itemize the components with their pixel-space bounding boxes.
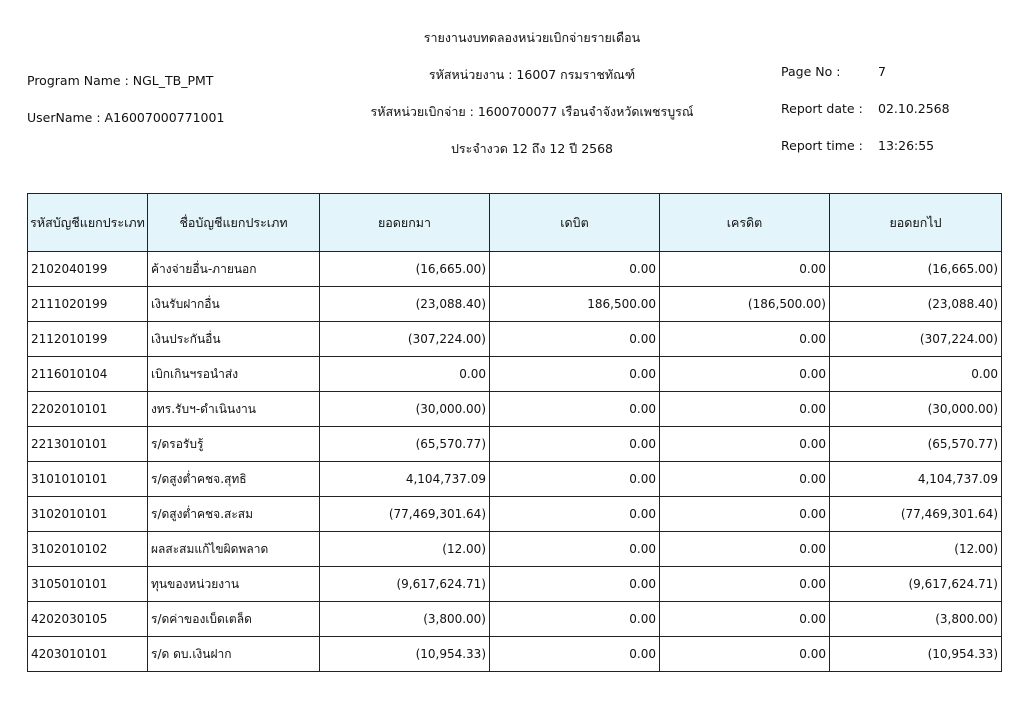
table-row — [28, 532, 1002, 567]
column-header-debit: เดบิต — [490, 194, 660, 252]
opening-balance-cell: (16,665.00) — [320, 252, 490, 287]
credit-cell: 0.00 — [660, 462, 830, 497]
debit-cell: 0.00 — [490, 252, 660, 287]
closing-balance-cell: (30,000.00) — [830, 392, 1002, 427]
debit-cell: 0.00 — [490, 532, 660, 567]
table-row — [28, 392, 1002, 427]
table-row — [28, 462, 1002, 497]
account-name-cell: เบิกเกินฯรอนำส่ง — [148, 357, 320, 392]
account-name-cell: ร/ด ดบ.เงินฝาก — [148, 637, 320, 672]
report-period: ประจำงวด 12 ถึง 12 ปี 2568 — [450, 141, 614, 156]
account-code-cell: 4203010101 — [28, 637, 148, 672]
credit-cell: 0.00 — [660, 532, 830, 567]
table-row — [28, 567, 1002, 602]
debit-cell: 0.00 — [490, 322, 660, 357]
program-name: Program Name : NGL_TB_PMT — [27, 73, 214, 88]
credit-cell: 0.00 — [660, 322, 830, 357]
credit-cell: (186,500.00) — [660, 287, 830, 322]
column-header-account-name: ชื่อบัญชีแยกประเภท — [148, 194, 320, 252]
page-number-value: 7 — [878, 64, 886, 79]
column-header-opening-balance: ยอดยกมา — [320, 194, 490, 252]
opening-balance-cell: (3,800.00) — [320, 602, 490, 637]
debit-cell: 0.00 — [490, 637, 660, 672]
opening-balance-cell: (307,224.00) — [320, 322, 490, 357]
closing-balance-cell: (307,224.00) — [830, 322, 1002, 357]
account-code-cell: 2111020199 — [28, 287, 148, 322]
column-header-account-code: รหัสบัญชีแยกประเภท — [28, 194, 148, 252]
debit-cell: 0.00 — [490, 497, 660, 532]
trial-balance-table — [27, 193, 1002, 672]
report-time-label: Report time : — [781, 138, 863, 153]
debit-cell: 0.00 — [490, 567, 660, 602]
account-name-cell: งทร.รับฯ-ดำเนินงาน — [148, 392, 320, 427]
debit-cell: 0.00 — [490, 462, 660, 497]
closing-balance-cell: (23,088.40) — [830, 287, 1002, 322]
column-header-closing-balance: ยอดยกไป — [830, 194, 1002, 252]
closing-balance-cell: 0.00 — [830, 357, 1002, 392]
closing-balance-cell: (3,800.00) — [830, 602, 1002, 637]
account-name-cell: เงินรับฝากอื่น — [148, 287, 320, 322]
account-code-cell: 2213010101 — [28, 427, 148, 462]
closing-balance-cell: (65,570.77) — [830, 427, 1002, 462]
opening-balance-cell: (9,617,624.71) — [320, 567, 490, 602]
account-code-cell: 2112010199 — [28, 322, 148, 357]
agency-code: รหัสหน่วยงาน : 16007 กรมราชทัณฑ์ — [428, 67, 636, 82]
table-row — [28, 357, 1002, 392]
debit-cell: 0.00 — [490, 392, 660, 427]
credit-cell: 0.00 — [660, 357, 830, 392]
closing-balance-cell: (9,617,624.71) — [830, 567, 1002, 602]
debit-cell: 0.00 — [490, 602, 660, 637]
account-name-cell: ร/ดรอรับรู้ — [148, 427, 320, 462]
credit-cell: 0.00 — [660, 392, 830, 427]
opening-balance-cell: (23,088.40) — [320, 287, 490, 322]
account-name-cell: ค้างจ่ายอื่น-ภายนอก — [148, 252, 320, 287]
account-code-cell: 4202030105 — [28, 602, 148, 637]
account-code-cell: 3102010101 — [28, 497, 148, 532]
table-body — [28, 252, 1002, 672]
table-row — [28, 497, 1002, 532]
opening-balance-cell: 0.00 — [320, 357, 490, 392]
credit-cell: 0.00 — [660, 427, 830, 462]
credit-cell: 0.00 — [660, 602, 830, 637]
report-time-value: 13:26:55 — [878, 138, 935, 153]
closing-balance-cell: (77,469,301.64) — [830, 497, 1002, 532]
account-code-cell: 2202010101 — [28, 392, 148, 427]
account-code-cell: 3105010101 — [28, 567, 148, 602]
table-header-row — [28, 194, 1002, 252]
report-title: รายงานงบทดลองหน่วยเบิกจ่ายรายเดือน — [423, 30, 641, 45]
opening-balance-cell: (12.00) — [320, 532, 490, 567]
account-code-cell: 3101010101 — [28, 462, 148, 497]
table-row — [28, 252, 1002, 287]
account-code-cell: 2102040199 — [28, 252, 148, 287]
credit-cell: 0.00 — [660, 637, 830, 672]
closing-balance-cell: (12.00) — [830, 532, 1002, 567]
account-name-cell: ร/ดสูงต่ำคชจ.สุทธิ — [148, 462, 320, 497]
credit-cell: 0.00 — [660, 497, 830, 532]
credit-cell: 0.00 — [660, 567, 830, 602]
opening-balance-cell: (30,000.00) — [320, 392, 490, 427]
account-name-cell: ร/ดค่าของเบ็ดเตล็ด — [148, 602, 320, 637]
opening-balance-cell: (65,570.77) — [320, 427, 490, 462]
closing-balance-cell: (10,954.33) — [830, 637, 1002, 672]
account-name-cell: ทุนของหน่วยงาน — [148, 567, 320, 602]
column-header-credit: เครดิต — [660, 194, 830, 252]
table-row — [28, 287, 1002, 322]
account-code-cell: 3102010102 — [28, 532, 148, 567]
opening-balance-cell: (77,469,301.64) — [320, 497, 490, 532]
closing-balance-cell: (16,665.00) — [830, 252, 1002, 287]
debit-cell: 186,500.00 — [490, 287, 660, 322]
table-row — [28, 322, 1002, 357]
opening-balance-cell: (10,954.33) — [320, 637, 490, 672]
disbursement-unit-code: รหัสหน่วยเบิกจ่าย : 1600700077 เรือนจำจังหวัดเพชรบูรณ์ — [370, 104, 694, 119]
account-name-cell: ผลสะสมแก้ไขผิดพลาด — [148, 532, 320, 567]
report-date-label: Report date : — [781, 101, 863, 116]
account-name-cell: เงินประกันอื่น — [148, 322, 320, 357]
user-name: UserName : A16007000771001 — [27, 110, 225, 125]
report-date-value: 02.10.2568 — [878, 101, 950, 116]
table-row — [28, 427, 1002, 462]
account-code-cell: 2116010104 — [28, 357, 148, 392]
table-row — [28, 602, 1002, 637]
debit-cell: 0.00 — [490, 357, 660, 392]
opening-balance-cell: 4,104,737.09 — [320, 462, 490, 497]
account-name-cell: ร/ดสูงต่ำคชจ.สะสม — [148, 497, 320, 532]
debit-cell: 0.00 — [490, 427, 660, 462]
credit-cell: 0.00 — [660, 252, 830, 287]
page-number-label: Page No : — [781, 64, 841, 79]
table-row — [28, 637, 1002, 672]
closing-balance-cell: 4,104,737.09 — [830, 462, 1002, 497]
